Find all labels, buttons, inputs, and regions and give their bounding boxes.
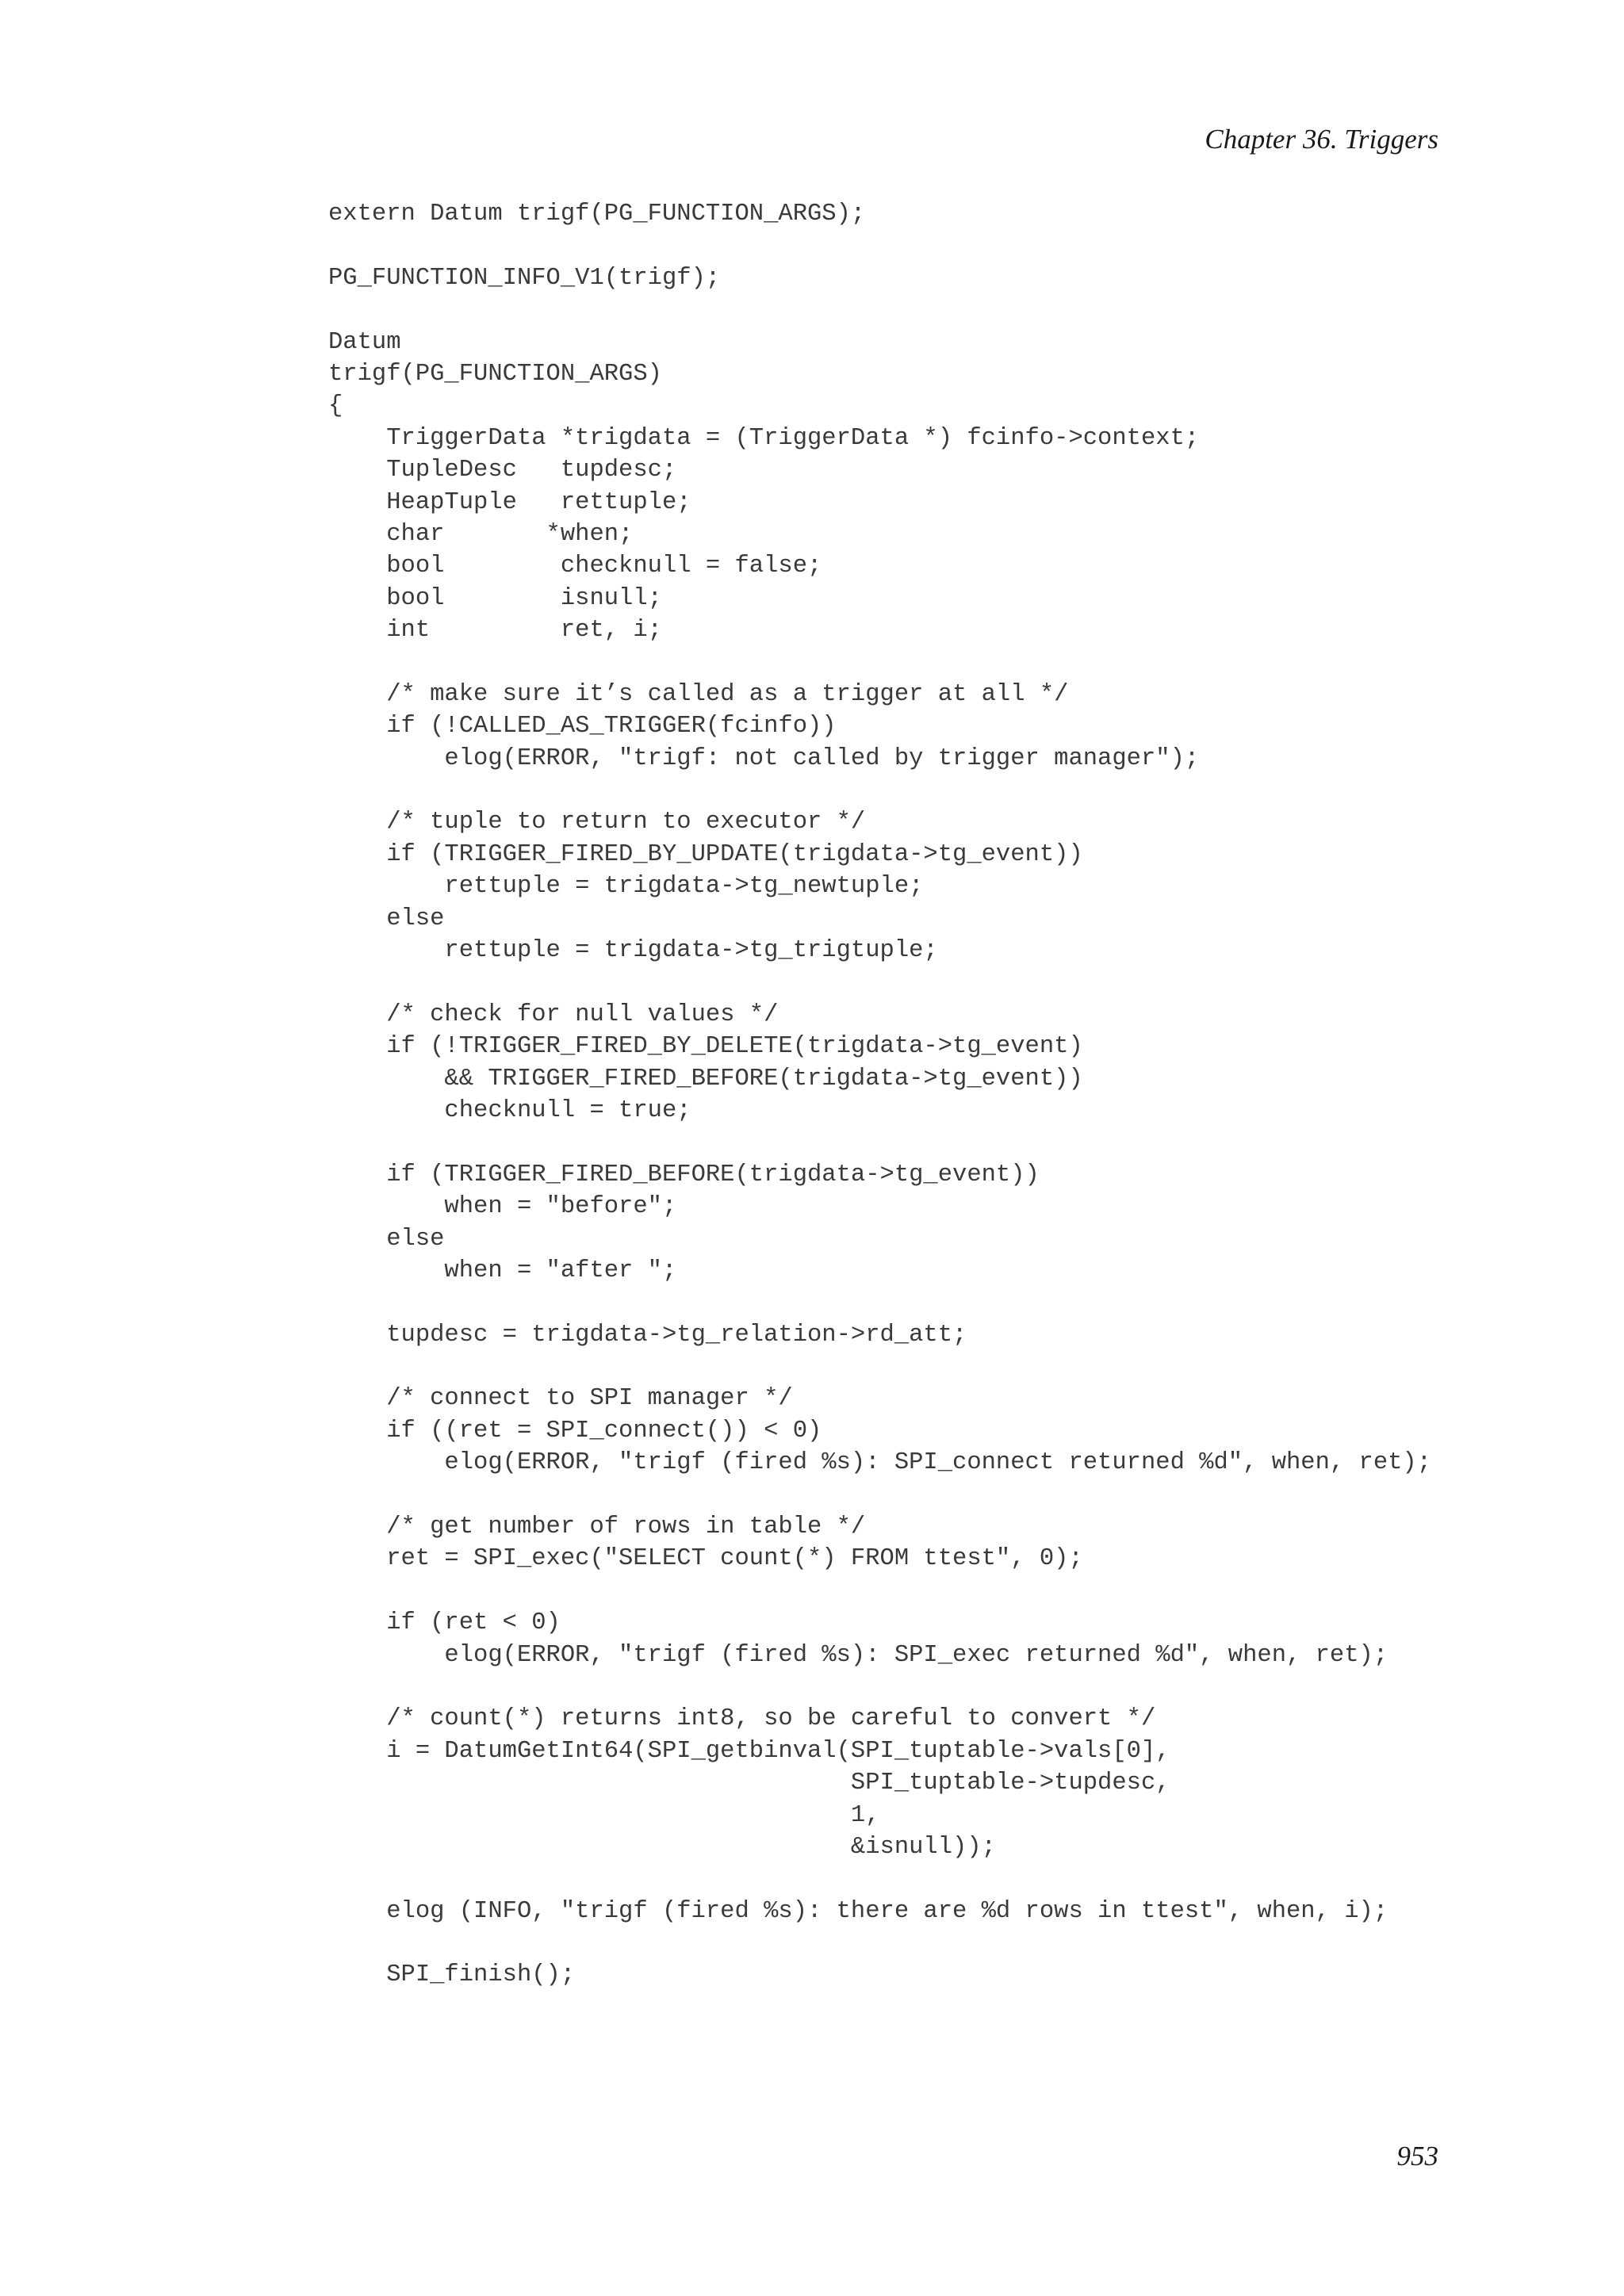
- code-line: rettuple = trigdata->tg_newtuple;: [328, 873, 924, 901]
- code-line: [328, 966, 1431, 998]
- code-line: else: [328, 1225, 445, 1253]
- code-line: /* count(*) returns int8, so be careful to convert */: [328, 1705, 1156, 1733]
- code-line: when = "before";: [328, 1193, 677, 1221]
- code-line: if (TRIGGER_FIRED_BY_UPDATE(trigdata->tg_event)): [328, 840, 1083, 868]
- code-line: SPI_tuptable->tupdesc,: [328, 1770, 1170, 1797]
- page-number: 953: [1396, 2141, 1438, 2172]
- code-line: && TRIGGER_FIRED_BEFORE(trigdata->tg_event)): [328, 1065, 1083, 1093]
- code-line: int ret, i;: [328, 617, 662, 645]
- code-line: [328, 1351, 1431, 1383]
- code-line: TupleDesc tupdesc;: [328, 457, 677, 484]
- chapter-running-header: Chapter 36. Triggers: [1205, 124, 1438, 155]
- code-line: if (TRIGGER_FIRED_BEFORE(trigdata->tg_event)): [328, 1161, 1040, 1188]
- code-listing: [328, 198, 1431, 1992]
- code-line: bool checknull = false;: [328, 553, 822, 580]
- code-line: elog (INFO, "trigf (fired %s): there are %d rows in ttest", when, i);: [328, 1897, 1388, 1925]
- code-line: [328, 1671, 1431, 1703]
- code-line: if ((ret = SPI_connect()) < 0): [328, 1417, 822, 1445]
- code-line: [328, 775, 1431, 806]
- code-line: rettuple = trigdata->tg_trigtuple;: [328, 936, 938, 964]
- code-line: [328, 230, 1431, 262]
- code-line: elog(ERROR, "trigf: not called by trigger manager");: [328, 744, 1200, 772]
- code-line: [328, 646, 1431, 678]
- code-line: /* get number of rows in table */: [328, 1513, 866, 1541]
- code-line: [328, 1863, 1431, 1895]
- code-line: [328, 1479, 1431, 1511]
- code-line: tupdesc = trigdata->tg_relation->rd_att;: [328, 1321, 967, 1349]
- code-line: SPI_finish();: [328, 1961, 576, 1989]
- code-line: else: [328, 905, 445, 932]
- code-line: Datum: [328, 328, 401, 356]
- code-line: if (!CALLED_AS_TRIGGER(fcinfo)): [328, 713, 837, 740]
- code-line: when = "after ";: [328, 1257, 677, 1284]
- code-line: /* check for null values */: [328, 1001, 779, 1028]
- code-line: if (!TRIGGER_FIRED_BY_DELETE(trigdata->tg_event): [328, 1033, 1083, 1061]
- code-line: char *when;: [328, 520, 634, 548]
- code-line: PG_FUNCTION_INFO_V1(trigf);: [328, 264, 721, 292]
- code-line: ret = SPI_exec("SELECT count(*) FROM ttest", 0);: [328, 1545, 1083, 1573]
- code-line: trigf(PG_FUNCTION_ARGS): [328, 360, 662, 388]
- code-line: {: [328, 392, 343, 420]
- code-line: [328, 1575, 1431, 1607]
- code-line: TriggerData *trigdata = (TriggerData *) fcinfo->context;: [328, 424, 1200, 452]
- code-line: checknull = true;: [328, 1096, 691, 1124]
- code-line: [328, 1927, 1431, 1959]
- code-line: elog(ERROR, "trigf (fired %s): SPI_connect returned %d", when, ret);: [328, 1449, 1432, 1477]
- code-line: [328, 294, 1431, 326]
- code-line: [328, 1287, 1431, 1318]
- code-line: 1,: [328, 1801, 880, 1829]
- code-line: /* connect to SPI manager */: [328, 1385, 793, 1413]
- code-line: if (ret < 0): [328, 1609, 561, 1637]
- code-line: bool isnull;: [328, 584, 662, 612]
- code-line: i = DatumGetInt64(SPI_getbinval(SPI_tuptable->vals[0],: [328, 1737, 1170, 1765]
- code-line: /* tuple to return to executor */: [328, 809, 866, 836]
- code-line: extern Datum trigf(PG_FUNCTION_ARGS);: [328, 201, 866, 228]
- code-line: HeapTuple rettuple;: [328, 488, 691, 516]
- code-line: elog(ERROR, "trigf (fired %s): SPI_exec returned %d", when, ret);: [328, 1641, 1388, 1669]
- code-line: /* make sure it’s called as a trigger at all */: [328, 680, 1069, 708]
- code-line: &isnull));: [328, 1833, 996, 1861]
- code-line: [328, 1127, 1431, 1158]
